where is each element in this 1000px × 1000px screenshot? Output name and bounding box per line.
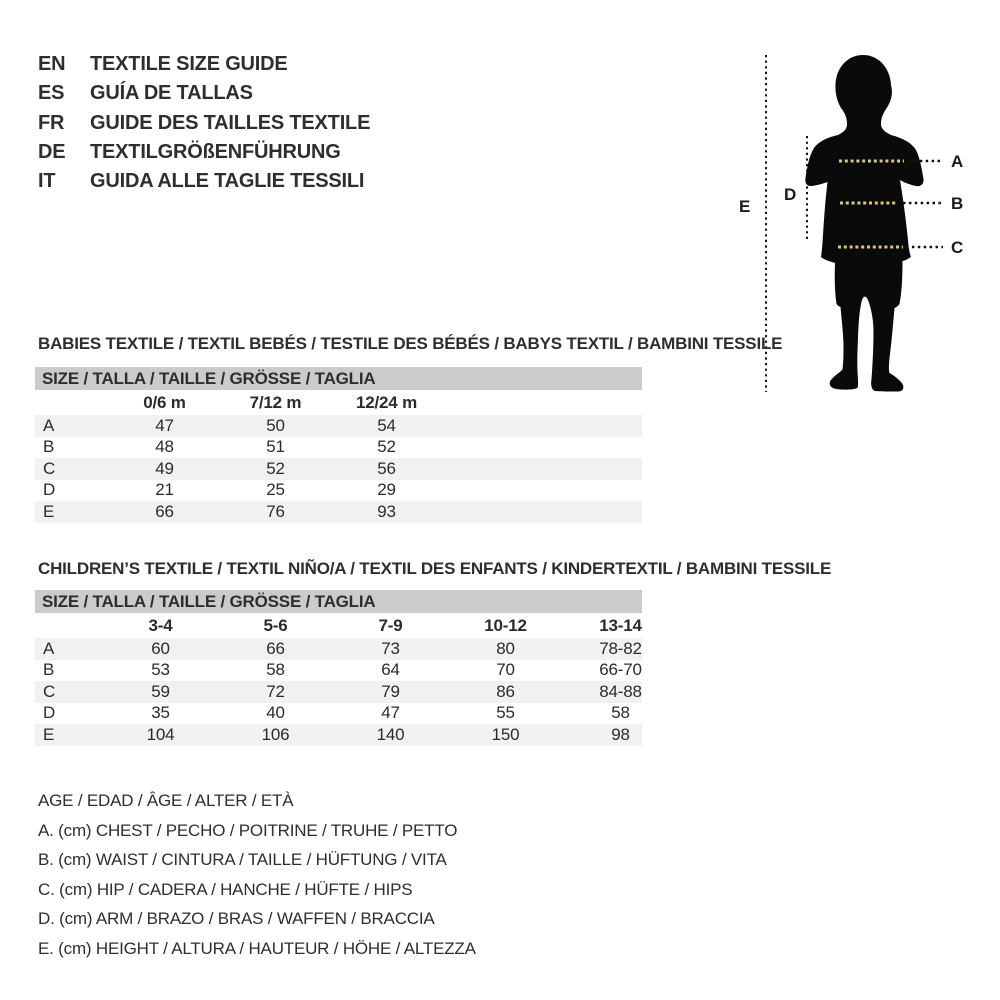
table-cell: 48 (155, 437, 174, 457)
table-cell: 80 (496, 638, 515, 658)
row-label: B (43, 437, 55, 457)
size-header-label: SIZE / TALLA / TAILLE / GRÖSSE / TAGLIA (42, 591, 376, 611)
column-header: 12/24 m (356, 392, 417, 412)
table-cell: 54 (377, 415, 396, 435)
babies-column-header-row (35, 390, 642, 415)
table-cell: 66-70 (599, 660, 642, 680)
table-cell: 58 (266, 660, 285, 680)
legend-chest: A. (cm) CHEST / PECHO / POITRINE / TRUHE / PETTO (38, 820, 458, 840)
table-cell: 60 (151, 638, 170, 658)
child-silhouette (805, 55, 923, 392)
table-row-d (35, 480, 642, 502)
lang-title: TEXTILGRÖßENFÜHRUNG (90, 141, 341, 164)
table-cell: 140 (376, 724, 405, 744)
size-header-label: SIZE / TALLA / TAILLE / GRÖSSE / TAGLIA (42, 368, 376, 388)
table-cell: 55 (496, 703, 515, 723)
lang-row-it (38, 167, 370, 196)
lang-code: DE (38, 141, 66, 164)
table-row-b (35, 660, 642, 682)
table-row-b (35, 437, 642, 459)
table-cell: 66 (155, 501, 174, 521)
row-label: E (43, 724, 55, 744)
table-cell: 98 (611, 724, 630, 744)
table-cell: 76 (266, 501, 285, 521)
table-row-a (35, 415, 642, 437)
figure-label-b: B (951, 194, 964, 213)
table-cell: 78-82 (599, 638, 642, 658)
table-cell: 52 (377, 437, 396, 457)
children-section-title: CHILDREN’S TEXTILE / TEXTIL NIÑO/A / TEXTIL DES ENFANTS / KINDERTEXTIL / BAMBINI TESSILE (38, 559, 832, 578)
children-column-header-row (35, 613, 642, 638)
table-cell: 150 (491, 724, 520, 744)
table-cell: 59 (151, 681, 170, 701)
table-cell: 47 (381, 703, 400, 723)
table-cell: 52 (266, 458, 285, 478)
column-header: 10-12 (484, 615, 527, 635)
table-cell: 73 (381, 638, 400, 658)
lang-title: GUÍA DE TALLAS (90, 82, 253, 105)
figure-label-d: D (784, 185, 797, 204)
table-cell: 56 (377, 458, 396, 478)
lang-code: FR (38, 111, 65, 134)
figure-label-a: A (951, 152, 964, 171)
lang-title: GUIDE DES TAILLES TEXTILE (90, 111, 371, 134)
table-cell: 49 (155, 458, 174, 478)
table-cell: 93 (377, 501, 396, 521)
table-cell: 86 (496, 681, 515, 701)
table-cell: 50 (266, 415, 285, 435)
table-cell: 29 (377, 480, 396, 500)
column-header: 7-9 (378, 615, 403, 635)
lang-title: GUIDA ALLE TAGLIE TESSILI (90, 170, 365, 193)
table-cell: 51 (266, 437, 285, 457)
table-cell: 106 (261, 724, 290, 744)
column-header: 5-6 (263, 615, 288, 635)
legend-hip: C. (cm) HIP / CADERA / HANCHE / HÜFTE / HIPS (38, 879, 413, 899)
table-cell: 58 (611, 703, 630, 723)
babies-size-header-bar (35, 367, 642, 390)
language-header (38, 50, 370, 196)
lang-row-en (38, 50, 370, 79)
lang-row-es (38, 79, 370, 108)
row-label: B (43, 660, 55, 680)
column-header: 7/12 m (249, 392, 302, 412)
lang-title: TEXTILE SIZE GUIDE (90, 53, 288, 76)
legend-age: AGE / EDAD / ÂGE / ALTER / ETÀ (38, 791, 294, 810)
table-cell: 21 (155, 480, 174, 500)
row-label: D (43, 480, 56, 500)
row-label: C (43, 458, 56, 478)
lang-code: ES (38, 82, 65, 105)
table-row-e (35, 501, 642, 523)
babies-section-title: BABIES TEXTILE / TEXTIL BEBÉS / TESTILE DES BÉBÉS / BABYS TEXTIL / BAMBINI TESSILE (38, 334, 783, 353)
figure-label-e: E (739, 197, 751, 216)
table-cell: 40 (266, 703, 285, 723)
row-label: A (43, 415, 55, 435)
children-size-table (35, 590, 642, 746)
lang-row-de (38, 138, 370, 167)
row-label: A (43, 638, 55, 658)
row-label: E (43, 501, 55, 521)
table-cell: 47 (155, 415, 174, 435)
table-cell: 64 (381, 660, 400, 680)
table-cell: 66 (266, 638, 285, 658)
children-size-header-bar (35, 590, 642, 613)
table-row-d (35, 703, 642, 725)
column-header: 3-4 (148, 615, 173, 635)
table-cell: 84-88 (599, 681, 642, 701)
legend-height: E. (cm) HEIGHT / ALTURA / HAUTEUR / HÖHE / ALTEZZA (38, 938, 476, 958)
table-row-e (35, 724, 642, 746)
table-row-a (35, 638, 642, 660)
table-row-c (35, 458, 642, 480)
table-cell: 72 (266, 681, 285, 701)
column-header: 13-14 (599, 615, 642, 635)
legend-arm: D. (cm) ARM / BRAZO / BRAS / WAFFEN / BRACCIA (38, 909, 435, 929)
measurement-legend (38, 786, 476, 964)
table-cell: 25 (266, 480, 285, 500)
table-cell: 104 (146, 724, 175, 744)
row-label: D (43, 703, 56, 723)
lang-code: EN (38, 53, 66, 76)
figure-label-c: C (951, 238, 964, 257)
table-cell: 53 (151, 660, 170, 680)
column-header: 0/6 m (143, 392, 186, 412)
row-label: C (43, 681, 56, 701)
table-cell: 70 (496, 660, 515, 680)
table-cell: 79 (381, 681, 400, 701)
babies-size-table (35, 367, 642, 523)
lang-row-fr (38, 109, 370, 138)
table-row-c (35, 681, 642, 703)
legend-waist: B. (cm) WAIST / CINTURA / TAILLE / HÜFTUNG / VITA (38, 850, 447, 870)
table-cell: 35 (151, 703, 170, 723)
lang-code: IT (38, 170, 56, 193)
